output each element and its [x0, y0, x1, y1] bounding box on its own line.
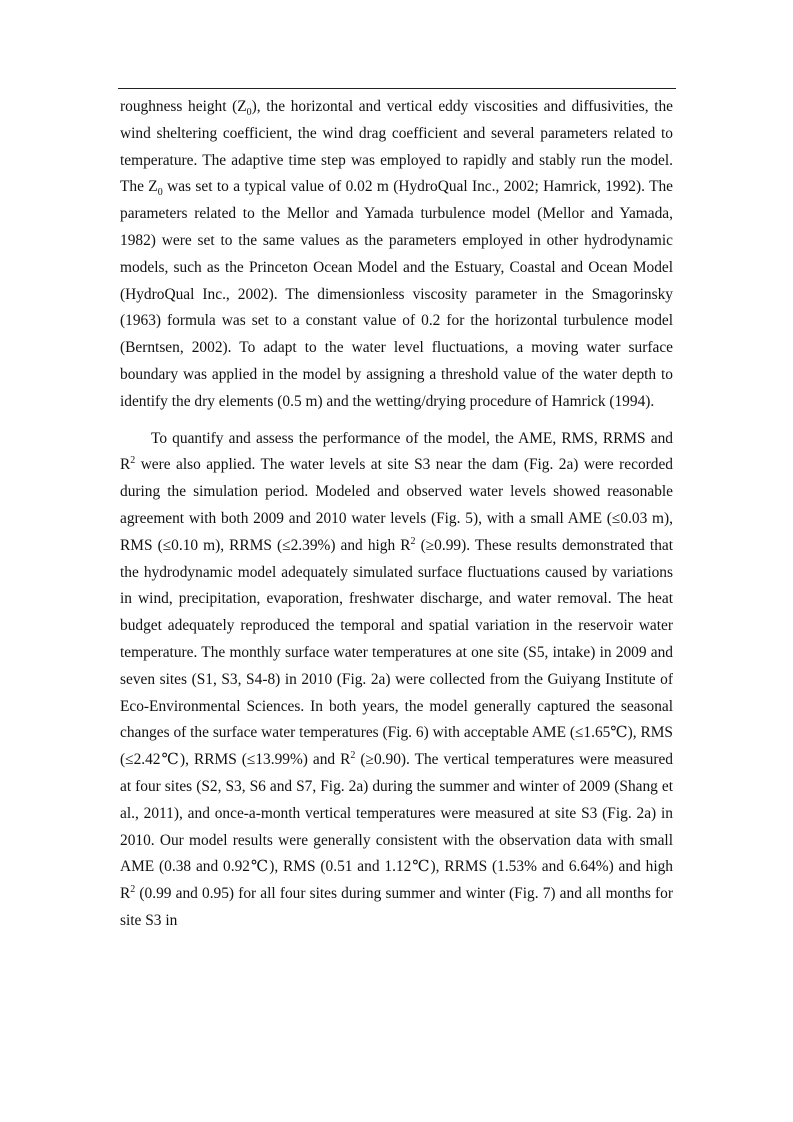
subscript: 0 — [246, 107, 252, 119]
superscript: 2 — [130, 455, 136, 467]
paragraph-model-parameters — [120, 94, 673, 416]
text-run: (0.99 and 0.95) for all four sites during summer and winter (Fig. 7) and all months for site S3 in — [120, 885, 673, 929]
text-run: ), the horizontal and vertical eddy viscosities and diffusivities, the wind sheltering coefficient, the wind drag coefficient and several parameters related to temperature. The adaptive time step was employed to rapidly and stably run the model. The Z — [120, 98, 674, 196]
text-run: (≥0.99). These results demonstrated that the hydrodynamic model adequately simulated surface fluctuations caused by variations in wind, precipitation, evaporation, freshwater discharge, and water removal. The heat budget adequately reproduced the temporal and spatial variation in the reservoir water temperature. The monthly surface water temperatures at one site (S5, intake) in 2009 and seven sites (S1, S3, S4-8) in 2010 (Fig. 2a) were collected from the Guiyang Institute of Eco-Environmental Sciences. In both years, the model generally captured the seasonal changes of the surface water temperatures (Fig. 6) with acceptable AME (≤1.65℃), RMS (≤2.42℃), RRMS (≤13.99%) and R — [120, 536, 673, 769]
header-rule — [118, 88, 676, 89]
text-run: was set to a typical value of 0.02 m (HydroQual Inc., 2002; Hamrick, 1992). The parameters related to the Mellor and Yamada turbulence model (Mellor and Yamada, 1982) were set to the same values as the parameters employed in other hydrodynamic models, such as the Princeton Ocean Model and the Estuary, Coastal and Ocean Model (HydroQual Inc., 2002). The dimensionless viscosity parameter in the Smagorinsky (1963) formula was set to a constant value of 0.2 for the horizontal turbulence model (Berntsen, 2002). To adapt to the water level fluctuations, a moving water surface boundary was applied in the model by assigning a threshold value of the water depth to identify the dry elements (0.5 m) and the wetting/drying procedure of Hamrick (1994). — [120, 178, 673, 410]
superscript: 2 — [350, 750, 356, 761]
superscript: 2 — [410, 535, 416, 547]
text-run: were also applied. The water levels at site S3 near the dam (Fig. 2a) were recorded during the simulation period. Modeled and observed water levels showed reasonable agreement with both 2009 and 2010 water levels (Fig. 5), with a small AME (≤0.03 m), RMS (≤0.10 m), RRMS (≤2.39%) and high R — [120, 456, 673, 554]
text-run: (≥0.90). The vertical temperatures were measured at four sites (S2, S3, S6 and S7, Fig. 2a) during the summer and winter of 2009 (Shang et al., 2011), and once-a-month vertical temperatures were measured at site S3 (Fig. 2a) in 2010. Our model results were generally consistent with the observation data with small AME (0.38 and 0.92℃), RMS (0.51 and 1.12℃), RRMS (1.53% and 6.64%) and high R — [120, 751, 673, 903]
superscript: 2 — [130, 883, 136, 895]
subscript: 0 — [157, 187, 163, 199]
text-run: To quantify and assess the performance of the model, the AME, RMS, RRMS and R — [120, 429, 673, 474]
body-text — [120, 94, 673, 935]
text-run: roughness height (Z — [120, 98, 247, 115]
paragraph-model-performance — [120, 426, 673, 935]
